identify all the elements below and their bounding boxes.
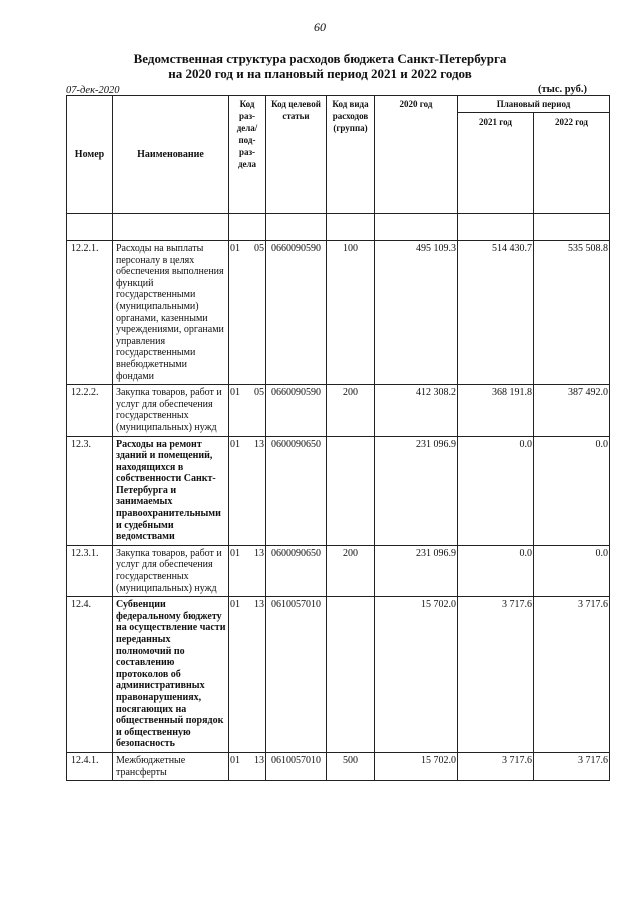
row-amount-2021: 368 191.8	[458, 385, 534, 436]
row-target-code: 0600090650	[266, 545, 327, 596]
header-target: Код целевой статьи	[266, 96, 327, 214]
row-section: 01	[230, 599, 240, 611]
row-section: 01	[230, 438, 240, 450]
row-expense-type: 200	[327, 385, 375, 436]
row-section: 01	[230, 547, 240, 559]
row-target-code: 0610057010	[266, 752, 327, 780]
row-amount-2022: 3 717.6	[534, 597, 610, 753]
row-amount-2020: 231 096.9	[375, 436, 458, 545]
row-number: 12.2.1.	[67, 241, 113, 385]
row-target-code: 0660090590	[266, 385, 327, 436]
row-amount-2020: 15 702.0	[375, 597, 458, 753]
row-section: 01	[230, 243, 240, 254]
row-name: Межбюджетные трансферты	[113, 752, 229, 780]
row-amount-2021: 514 430.7	[458, 241, 534, 385]
page-number: 60	[314, 20, 326, 34]
row-expense-type: 500	[327, 752, 375, 780]
spacer-row	[67, 214, 610, 241]
row-number: 12.2.2.	[67, 385, 113, 436]
header-number: Номер	[67, 96, 113, 214]
row-subsection: 13	[254, 754, 264, 766]
title-line-1: Ведомственная структура расходов бюджета Санкт-Петербурга	[133, 51, 507, 66]
row-section-code	[229, 436, 266, 545]
row-amount-2020: 495 109.3	[375, 241, 458, 385]
row-target-code: 0660090590	[266, 241, 327, 385]
row-target-code: 0600090650	[266, 436, 327, 545]
row-amount-2022: 535 508.8	[534, 241, 610, 385]
row-section: 01	[230, 387, 240, 399]
row-expense-type	[327, 597, 375, 753]
budget-table	[66, 95, 610, 781]
header-2021: 2021 год	[458, 113, 534, 214]
row-section-code	[229, 545, 266, 596]
row-expense-type: 200	[327, 545, 375, 596]
row-subsection: 13	[254, 547, 264, 559]
row-amount-2020: 412 308.2	[375, 385, 458, 436]
row-name: Расходы на ремонт зданий и помещений, находящихся в собственности Санкт-Петербурга и занимаемых правоохранительными и судебными ведомствами	[113, 436, 229, 545]
row-amount-2021: 3 717.6	[458, 597, 534, 753]
row-subsection: 13	[254, 438, 264, 450]
units-label: (тыс. руб.)	[538, 84, 587, 95]
table-row	[67, 752, 610, 780]
row-amount-2022: 0.0	[534, 436, 610, 545]
row-number: 12.3.1.	[67, 545, 113, 596]
row-subsection: 05	[254, 243, 264, 254]
row-subsection: 13	[254, 599, 264, 611]
row-section-code	[229, 385, 266, 436]
row-amount-2021: 0.0	[458, 436, 534, 545]
row-amount-2021: 0.0	[458, 545, 534, 596]
header-section: Код раз-дела/ под-раз-дела	[229, 96, 266, 214]
table-row	[67, 597, 610, 753]
row-section-code	[229, 597, 266, 753]
table-row	[67, 385, 610, 436]
table-row	[67, 241, 610, 385]
row-name: Закупка товаров, работ и услуг для обеспечения государственных (муниципальных) нужд	[113, 385, 229, 436]
title-line-2: на 2020 год и на плановый период 2021 и 2022 годов	[168, 66, 472, 81]
document-title	[0, 51, 640, 81]
row-number: 12.4.	[67, 597, 113, 753]
table-row	[67, 545, 610, 596]
row-section-code	[229, 241, 266, 385]
row-number: 12.3.	[67, 436, 113, 545]
header-name: Наименование	[113, 96, 229, 214]
row-expense-type: 100	[327, 241, 375, 385]
row-amount-2020: 231 096.9	[375, 545, 458, 596]
row-amount-2021: 3 717.6	[458, 752, 534, 780]
document-date: 07-дек-2020	[66, 85, 120, 96]
row-section: 01	[230, 754, 240, 766]
row-name: Субвенции федеральному бюджету на осуществление части переданных полномочий по составлению протоколов об административных правонарушениях, посягающих на общественный порядок и общественную безопасность	[113, 597, 229, 753]
row-amount-2022: 3 717.6	[534, 752, 610, 780]
row-section-code	[229, 752, 266, 780]
row-number: 12.4.1.	[67, 752, 113, 780]
row-amount-2022: 0.0	[534, 545, 610, 596]
table-row	[67, 436, 610, 545]
header-expense-type: Код вида расходов (группа)	[327, 96, 375, 214]
row-name: Расходы на выплаты персоналу в целях обеспечения выполнения функций государственными (муниципальными) органами, казенными учреждениями, органами управления государственными внебюджетными фондами	[113, 241, 229, 385]
row-name: Закупка товаров, работ и услуг для обеспечения государственных (муниципальных) нужд	[113, 545, 229, 596]
header-planned-period: Плановый период	[458, 96, 610, 113]
row-amount-2020: 15 702.0	[375, 752, 458, 780]
row-expense-type	[327, 436, 375, 545]
row-subsection: 05	[254, 387, 264, 399]
header-2022: 2022 год	[534, 113, 610, 214]
header-2020: 2020 год	[375, 96, 458, 214]
row-amount-2022: 387 492.0	[534, 385, 610, 436]
row-target-code: 0610057010	[266, 597, 327, 753]
